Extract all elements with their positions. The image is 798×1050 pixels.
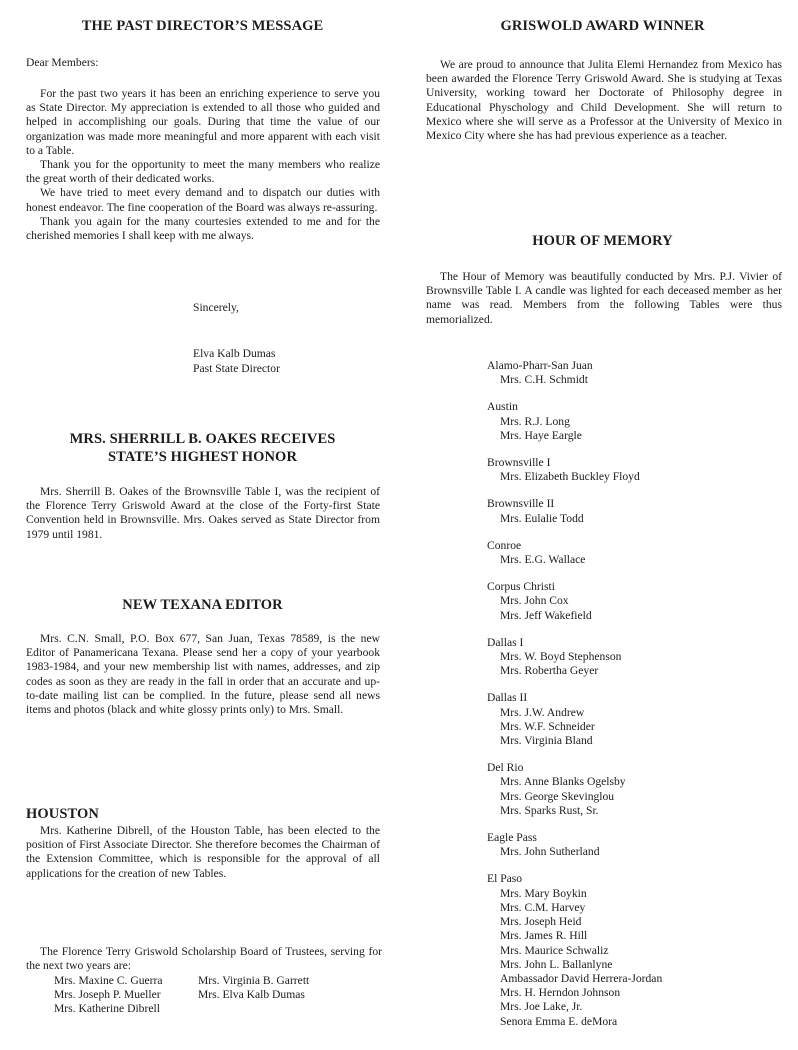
memorial-member-name: Mrs. Eulalie Todd <box>500 511 584 525</box>
memorial-list <box>487 359 777 1042</box>
editor-body: Mrs. C.N. Small, P.O. Box 677, San Juan, Texas 78589, is the new Editor of Panamericana Texana. Please send her a copy of your yearbook 1983-1984, and your new membership list with names, addresses, and zip codes as soon as they are ready in the fall in order that an accurate and up-to-date mailing list can be complied. In the future, please send all news items and photos (black and white glossy prints only) to Mrs. Small. <box>26 632 380 717</box>
oakes-body: Mrs. Sherrill B. Oakes of the Brownsville Table I, was the recipient of the Florence Terry Griswold Award at the close of the Forty-first State Convention held in Brownsville. Mrs. Oakes served as State Director from 1979 until 1981. <box>26 485 380 541</box>
memorial-member-name: Mrs. H. Herndon Johnson <box>500 986 621 1000</box>
past-director-paragraph: Thank you again for the many courtesies extended to me and for the cherished memories I shall keep with me always. <box>26 214 380 243</box>
board-names <box>38 974 378 1017</box>
memorial-group <box>487 872 777 1028</box>
memorial-member-name: Mrs. Mary Boykin <box>500 886 587 900</box>
memorial-table-name: Dallas II <box>487 691 528 705</box>
memorial-table-name: Del Rio <box>487 761 524 775</box>
memorial-table-name: Corpus Christi <box>487 580 555 594</box>
memorial-member-name: Mrs. E.G. Wallace <box>500 553 586 567</box>
memorial-group <box>487 456 777 484</box>
memorial-group <box>487 636 777 679</box>
memorial-member-name: Mrs. J.W. Andrew <box>500 705 585 719</box>
memorial-table-name: Conroe <box>487 538 522 552</box>
houston-heading: HOUSTON <box>26 806 99 822</box>
memorial-table-name: Eagle Pass <box>487 831 537 845</box>
closing: Sincerely, <box>193 301 239 314</box>
memorial-member-name: Mrs. James R. Hill <box>500 929 588 943</box>
memorial-member-name: Mrs. Joe Lake, Jr. <box>500 1000 583 1014</box>
editor-heading: NEW TEXANA EDITOR <box>122 597 283 613</box>
signature-title: Past State Director <box>193 362 280 375</box>
memorial-member-name: Mrs. John L. Ballanlyne <box>500 957 613 971</box>
memorial-table-name: Dallas I <box>487 635 524 649</box>
signature-name: Elva Kalb Dumas <box>193 347 276 360</box>
memorial-member-name: Senora Emma E. deMora <box>500 1014 618 1028</box>
memorial-table-name: Brownsville II <box>487 497 555 511</box>
oakes-heading-line2: STATE’S HIGHEST HONOR <box>107 449 298 465</box>
memorial-table-name: Brownsville I <box>487 456 551 470</box>
memorial-group <box>487 497 777 525</box>
memorial-member-name: Mrs. Elizabeth Buckley Floyd <box>500 470 640 484</box>
board-member: Mrs. Joseph P. Mueller <box>54 988 161 1002</box>
memorial-group <box>487 761 777 818</box>
memorial-member-name: Mrs. R.J. Long <box>500 414 570 428</box>
memorial-member-name: Mrs. Maurice Schwaliz <box>500 943 609 957</box>
memorial-table-name: El Paso <box>487 872 523 886</box>
memorial-member-name: Mrs. John Sutherland <box>500 845 600 859</box>
memorial-member-name: Mrs. Jeff Wakefield <box>500 608 592 622</box>
memorial-member-name: Mrs. C.H. Schmidt <box>500 373 588 387</box>
board-member: Mrs. Elva Kalb Dumas <box>198 988 305 1002</box>
memory-heading: HOUR OF MEMORY <box>532 233 673 249</box>
memorial-member-name: Mrs. Sparks Rust, Sr. <box>500 803 599 817</box>
board-member <box>198 1002 378 1016</box>
past-director-paragraph: We have tried to meet every demand and to dispatch our duties with honest endeavor. The fine cooperation of the Board was always re-assuring. <box>26 186 380 214</box>
memorial-member-name: Mrs. W.F. Schneider <box>500 719 595 733</box>
past-director-paragraph: For the past two years it has been an enriching experience to serve you as State Director. My appreciation is extended to all those who guided and helped in accomplishing our goals. During that time the value of our organization was made more meaningful and more apparent with each visit to a Table. <box>26 87 380 157</box>
memorial-member-name: Mrs. John Cox <box>500 594 569 608</box>
memorial-member-name: Mrs. Joseph Heid <box>500 915 582 929</box>
memorial-group <box>487 691 777 748</box>
past-director-body <box>26 87 380 243</box>
memorial-group <box>487 831 777 859</box>
memorial-table-name: Austin <box>487 400 518 414</box>
board-member: Mrs. Katherine Dibrell <box>54 1002 160 1016</box>
memorial-member-name: Mrs. Virginia Bland <box>500 734 593 748</box>
past-director-heading: THE PAST DIRECTOR’S MESSAGE <box>81 18 324 34</box>
memorial-member-name: Mrs. Anne Blanks Ogelsby <box>500 775 626 789</box>
memorial-group <box>487 400 777 443</box>
memorial-member-name: Mrs. Robertha Geyer <box>500 664 599 678</box>
memorial-member-name: Mrs. Haye Eargle <box>500 428 582 442</box>
board-member: Mrs. Virginia B. Garrett <box>198 974 310 987</box>
memorial-member-name: Mrs. W. Boyd Stephenson <box>500 650 622 664</box>
board-intro: The Florence Terry Griswold Scholarship Board of Trustees, serving for the next two years are: <box>26 945 382 973</box>
memorial-group <box>487 539 777 567</box>
board-member: Mrs. Maxine C. Guerra <box>54 974 163 987</box>
memorial-group <box>487 580 777 623</box>
griswold-heading: GRISWOLD AWARD WINNER <box>500 18 705 34</box>
oakes-heading <box>24 430 381 466</box>
memorial-member-name: Mrs. C.M. Harvey <box>500 900 586 914</box>
salutation: Dear Members: <box>26 56 99 69</box>
memorial-member-name: Mrs. George Skevinglou <box>500 789 615 803</box>
memorial-group <box>487 359 777 387</box>
griswold-body: We are proud to announce that Julita Elemi Hernandez from Mexico has been awarded the Florence Terry Griswold Award. She is studying at Texas University, working toward her Doctorate of Philosophy degree in Educational Physchology and Child Development. She will return to Mexico where she will serve as a Professor at the University of Mexico in Mexico City where she has had previous experience as a teacher. <box>426 58 782 143</box>
memorial-table-name: Alamo-Pharr-San Juan <box>487 359 593 372</box>
houston-body: Mrs. Katherine Dibrell, of the Houston Table, has been elected to the position of First Associate Director. She therefore becomes the Chairman of the Extension Committee, which is responsible for the approval of all applications for the creation of new Tables. <box>26 824 380 880</box>
memorial-member-name: Ambassador David Herrera-Jordan <box>500 971 663 985</box>
oakes-heading-line1: MRS. SHERRILL B. OAKES RECEIVES <box>69 431 336 447</box>
past-director-paragraph: Thank you for the opportunity to meet the many members who realize the great worth of their dedicated works. <box>26 158 380 186</box>
memory-body: The Hour of Memory was beautifully conducted by Mrs. P.J. Vivier of Brownsville Table I. A candle was lighted for each deceased member as her name was read. Members from the following Tables were thus memorialized. <box>426 270 782 326</box>
